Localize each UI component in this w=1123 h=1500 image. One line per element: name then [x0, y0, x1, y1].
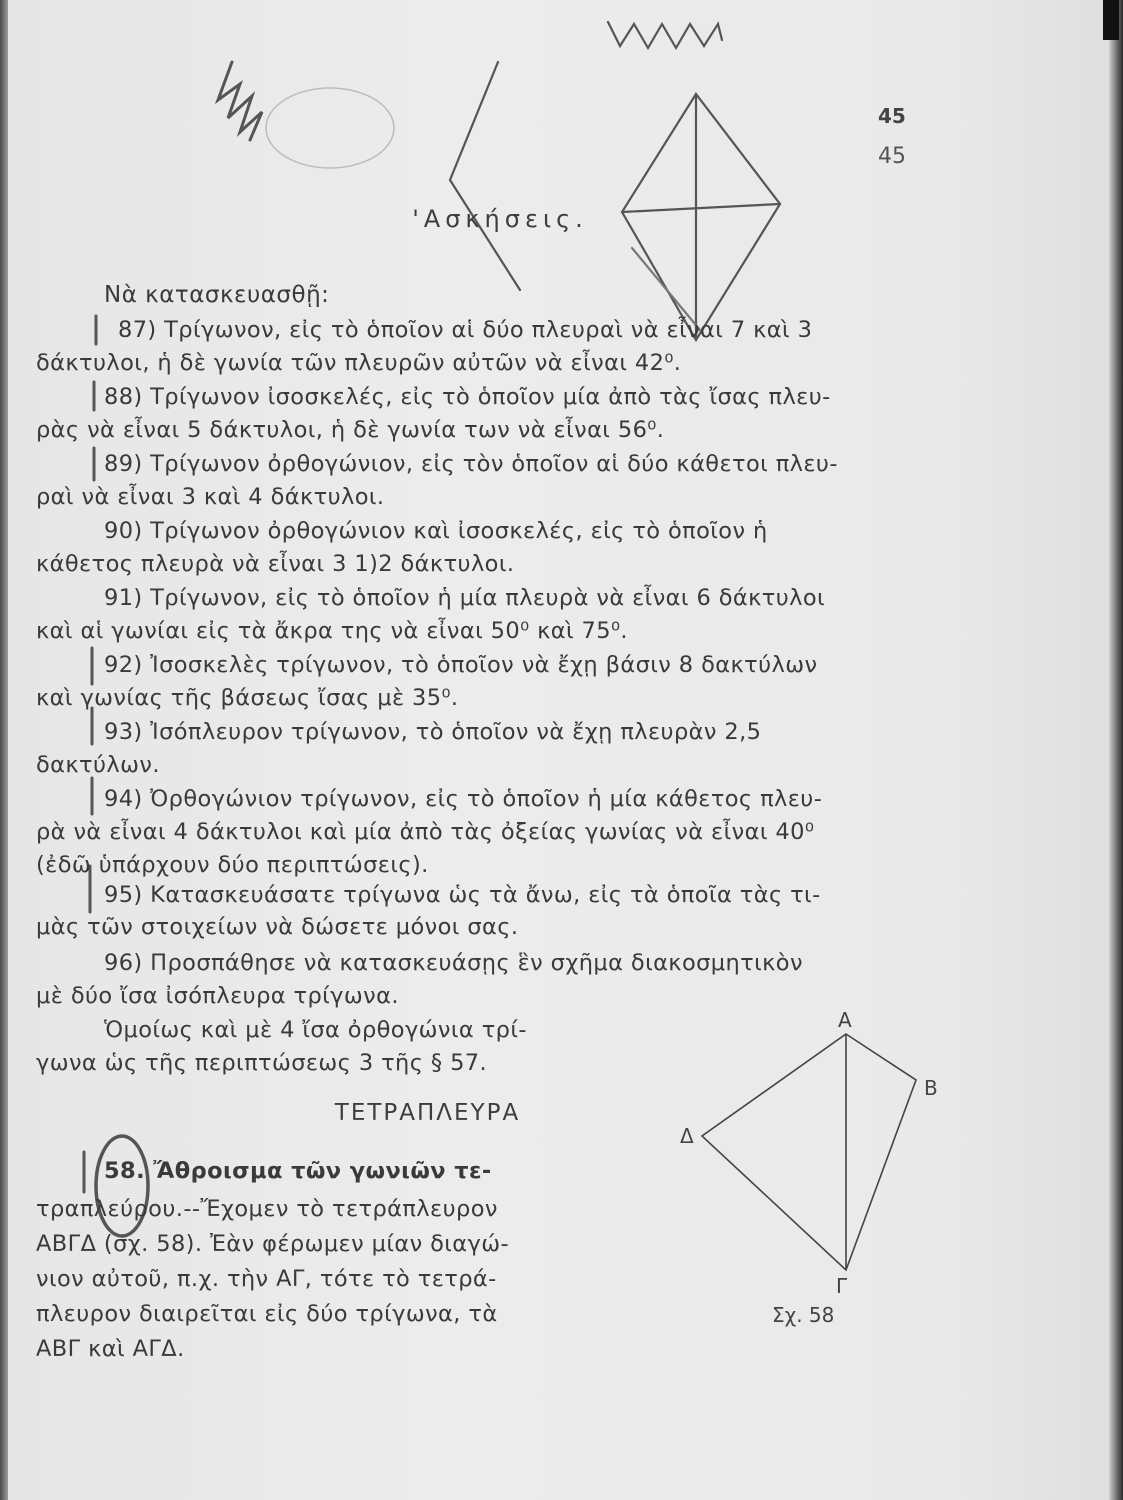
exercise-94-line-1: 94) Ὀρθογώνιον τρίγωνον, εἰς τὸ ὁποῖον ἡ μία κάθετος πλευ-: [104, 786, 823, 812]
exercise-93-line-2: δακτύλων.: [36, 752, 160, 778]
section-58-line-6: ΑΒΓ καὶ ΑΓΔ.: [36, 1336, 185, 1362]
exercise-89-line-1: 89) Τρίγωνον ὀρθογώνιον, εἰς τὸν ὁποῖον αἱ δύο κάθετοι πλευ-: [104, 451, 838, 477]
exercise-96-line-2: μὲ δύο ἴσα ἰσόπλευρα τρίγωνα.: [36, 983, 399, 1009]
exercise-89-line-2: ραὶ νὰ εἶναι 3 καὶ 4 δάκτυλοι.: [36, 484, 385, 510]
similarly-line-2: γωνα ὡς τῆς περιπτώσεως 3 τῆς § 57.: [36, 1050, 488, 1076]
exercise-95-line-2: μὰς τῶν στοιχείων νὰ δώσετε μόνοι σας.: [36, 914, 519, 940]
figure-caption: Σχ. 58: [772, 1303, 835, 1327]
vertex-label-g: Γ: [836, 1274, 848, 1298]
section-58-line-3: ΑΒΓΔ (σχ. 58). Ἐὰν φέρωμεν μίαν διαγώ-: [36, 1231, 510, 1257]
page-number-pencil: 45: [878, 104, 906, 128]
exercise-88-line-2: ρὰς νὰ εἶναι 5 δάκτυλοι, ἡ δὲ γωνία των νὰ εἶναι 56⁰.: [36, 417, 665, 443]
section-58-line-5: πλευρον διαιρεῖται εἰς δύο τρίγωνα, τὰ: [36, 1301, 498, 1327]
exercise-96-line-1: 96) Προσπάθησε νὰ κατασκευάσῃς ἓν σχῆμα διακοσμητικὸν: [104, 950, 803, 976]
exercise-95-line-1: 95) Κατασκευάσατε τρίγωνα ὡς τὰ ἄνω, εἰς τὰ ὁποῖα τὰς τι-: [104, 882, 821, 908]
exercise-92-line-2: καὶ γωνίας τῆς βάσεως ἴσας μὲ 35⁰.: [36, 685, 459, 711]
vertex-label-b: Β: [924, 1076, 938, 1100]
figure-58-quadrilateral: [702, 1034, 916, 1270]
exercise-92-line-1: 92) Ἰσοσκελὲς τρίγωνον, τὸ ὁποῖον νὰ ἔχῃ βάσιν 8 δακτύλων: [104, 652, 818, 678]
exercises-heading: 'Ασκήσεις.: [412, 205, 588, 233]
section-58-line-4: νιον αὐτοῦ, π.χ. τὴν ΑΓ, τότε τὸ τετρά-: [36, 1266, 497, 1292]
exercise-90-line-2: κάθετος πλευρὰ νὰ εἶναι 3 1)2 δάκτυλοι.: [36, 551, 515, 577]
pencil-scribble: [218, 62, 262, 140]
exercise-94-line-3: (ἐδῶ ὑπάρχουν δύο περιπτώσεις).: [36, 852, 429, 878]
exercise-91-line-2: καὶ αἱ γωνίαι εἰς τὰ ἄκρα της νὰ εἶναι 50⁰ καὶ 75⁰.: [36, 618, 628, 644]
page-number: 45: [878, 144, 906, 169]
section-58-line-2: τραπλεύρου.--Ἔχομεν τὸ τετράπλευρον: [36, 1196, 498, 1222]
vertex-label-a: Α: [838, 1008, 852, 1032]
section-58-line-1: 58. Ἄθροισμα τῶν γωνιῶν τε-: [104, 1158, 492, 1184]
exercise-90-line-1: 90) Τρίγωνον ὀρθογώνιον καὶ ἰσοσκελές, εἰς τὸ ὁποῖον ἡ: [104, 518, 768, 544]
similarly-line-1: Ὁμοίως καὶ μὲ 4 ἴσα ὀρθογώνια τρί-: [104, 1017, 527, 1043]
exercise-94-line-2: ρὰ νὰ εἶναι 4 δάκτυλοι καὶ μία ἀπὸ τὰς ὀξείας γωνίας νὰ εἶναι 40⁰: [36, 819, 815, 845]
quadrilateral-abgd: [702, 1034, 916, 1270]
vertex-label-d: Δ: [680, 1124, 694, 1148]
exercise-88-line-1: 88) Τρίγωνον ἰσοσκελές, εἰς τὸ ὁποῖον μία ἀπὸ τὰς ἴσας πλευ-: [104, 384, 831, 410]
pencil-oval: [266, 88, 394, 168]
exercise-93-line-1: 93) Ἰσόπλευρον τρίγωνον, τὸ ὁποῖον νὰ ἔχῃ πλευρὰν 2,5: [104, 719, 762, 745]
pencil-angle: [450, 62, 520, 290]
exercise-87-line-1: 87) Τρίγωνον, εἰς τὸ ὁποῖον αἱ δύο πλευραὶ νὰ εἶναι 7 καὶ 3: [118, 317, 813, 343]
exercise-91-line-1: 91) Τρίγωνον, εἰς τὸ ὁποῖον ἡ μία πλευρὰ νὰ εἶναι 6 δάκτυλοι: [104, 585, 826, 611]
section-title: ΤΕΤΡΑΠΛΕΥΡΑ: [334, 1100, 521, 1126]
exercise-87-line-2: δάκτυλοι, ἡ δὲ γωνία τῶν πλευρῶν αὐτῶν νὰ εἶναι 42⁰.: [36, 350, 682, 376]
exercises-intro: Νὰ κατασκευασθῇ:: [104, 282, 330, 308]
pencil-zigzag: [608, 22, 722, 48]
